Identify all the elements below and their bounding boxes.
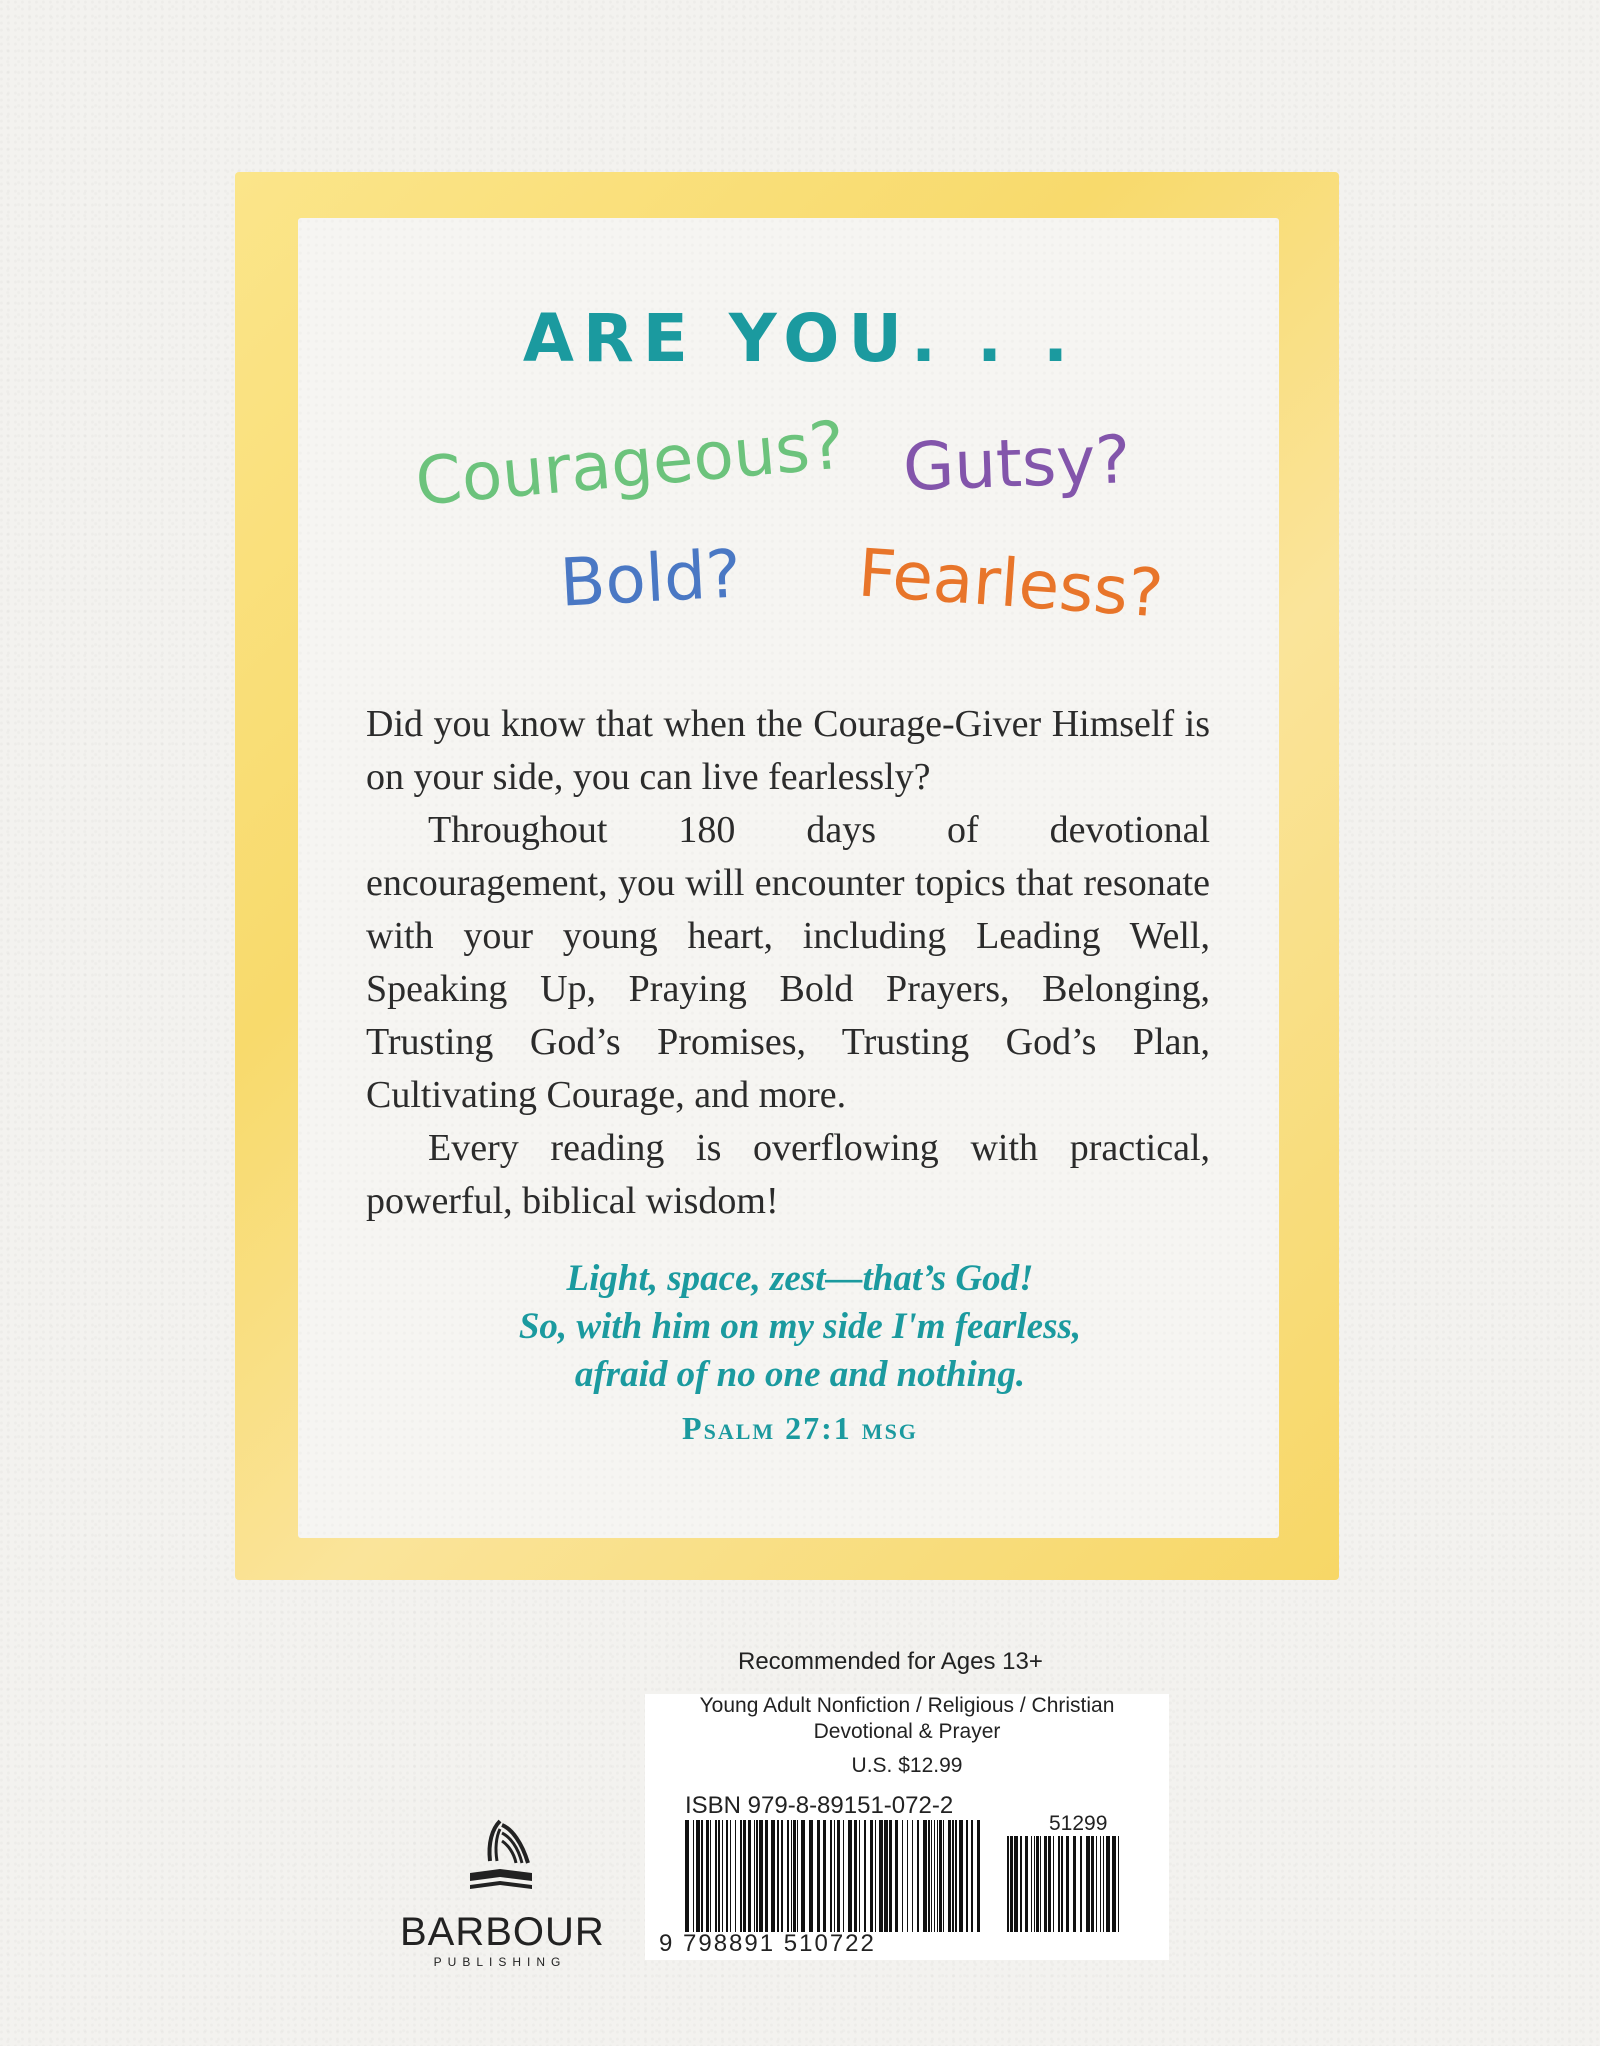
barcode-block [645, 1694, 1169, 1960]
category-line-1: Young Adult Nonfiction / Religious / Christian [699, 1694, 1115, 1717]
barcode-bar [1112, 1836, 1116, 1932]
barcode-bar [864, 1820, 866, 1932]
barcode-bar [955, 1820, 957, 1932]
barcode-bar [848, 1820, 852, 1932]
barcode-bar [693, 1820, 694, 1932]
barcode-bar [740, 1820, 742, 1932]
barcode-bar [939, 1820, 942, 1932]
barcode-bar [1048, 1836, 1051, 1932]
barcode-bar [1010, 1836, 1013, 1932]
price-barcode [1007, 1836, 1125, 1932]
barcode-bar [1080, 1836, 1082, 1932]
barcode-bar [837, 1820, 840, 1932]
barcode-bar [834, 1820, 835, 1932]
barcode-bar [937, 1820, 938, 1932]
barcode-bar [889, 1820, 892, 1932]
barcode-bar [1031, 1836, 1032, 1932]
price-code: 51299 [1049, 1812, 1108, 1835]
publisher-subtitle: PUBLISHING [433, 1955, 567, 1969]
scripture-citation: Psalm 27:1 msg [682, 1410, 918, 1446]
description-paragraph-1: Did you know that when the Courage-Giver Himself is on your side, you can live fearlessly? [366, 703, 1210, 798]
barcode-bar [797, 1820, 798, 1932]
barcode-bar [977, 1820, 980, 1932]
barcode-bar [907, 1820, 908, 1932]
barcode-bar [1025, 1836, 1028, 1932]
barcode-bar [1034, 1836, 1035, 1932]
barcode-bar [771, 1820, 775, 1932]
barcode-bar [696, 1820, 700, 1932]
barcode-bar [830, 1820, 832, 1932]
fearless-word: Fearless? [855, 534, 1166, 633]
barcode-bar [1061, 1836, 1063, 1932]
barcode-bar [781, 1820, 783, 1932]
barcode-bar [966, 1820, 968, 1932]
description-paragraph-3: Every reading is overflowing with practical, powerful, biblical wisdom! [366, 1127, 1210, 1222]
barcode-bar [701, 1820, 703, 1932]
quote-line-1: Light, space, zest—that’s God! [566, 1258, 1034, 1299]
barcode-bar [748, 1820, 751, 1932]
barcode-bar [895, 1820, 898, 1932]
category-line-2: Devotional & Prayer [813, 1720, 1001, 1743]
publisher-name: BARBOUR [400, 1910, 605, 1954]
barcode-digits: 9 798891 510722 [659, 1930, 876, 1957]
barcode-bar [1020, 1836, 1022, 1932]
isbn-text: ISBN 979-8-89151-072-2 [685, 1792, 954, 1819]
barcode-bar [706, 1820, 709, 1932]
barcode-bar [934, 1820, 935, 1932]
barcode-bar [1118, 1836, 1119, 1932]
barcode-bar [743, 1820, 746, 1932]
barcode-bar [1040, 1836, 1041, 1932]
barcode-bar [718, 1820, 720, 1932]
barcode-bar [735, 1820, 736, 1932]
age-recommendation: Recommended for Ages 13+ [738, 1648, 1043, 1675]
barcode-bar [823, 1820, 826, 1932]
barcode-bar [1096, 1836, 1097, 1932]
barcode-bar [801, 1820, 805, 1932]
scripture-quote [0, 1255, 1600, 1399]
barcode-bar [948, 1820, 951, 1932]
barcode-bar [971, 1820, 973, 1932]
gutsy-word: Gutsy? [901, 421, 1132, 506]
barcode-bar [685, 1820, 689, 1932]
bold-word: Bold? [558, 535, 743, 622]
barcode-bar [730, 1820, 731, 1932]
barcode-bar [959, 1820, 963, 1932]
barcode-bar [923, 1820, 927, 1932]
barcode-bar [952, 1820, 954, 1932]
barcode-bar [765, 1820, 768, 1932]
barcode-bar [870, 1820, 873, 1932]
barcode-bar [902, 1820, 903, 1932]
barcode-bar [756, 1820, 758, 1932]
barcode-bar [859, 1820, 860, 1932]
price: U.S. $12.99 [851, 1754, 963, 1777]
barcode-bar [787, 1820, 789, 1932]
barcode-bar [875, 1820, 876, 1932]
barcode-bar [1103, 1836, 1104, 1932]
barcode-bar [928, 1820, 930, 1932]
barcode-bar [715, 1820, 717, 1932]
barcode-bar [843, 1820, 844, 1932]
barcode-bar [1007, 1836, 1009, 1932]
barcode-bar [917, 1820, 919, 1932]
barcode-bar [777, 1820, 779, 1932]
barcode-bar [1036, 1836, 1039, 1932]
isbn-barcode [685, 1820, 985, 1932]
barcode-bar [884, 1820, 888, 1932]
barcode-bar [931, 1820, 932, 1932]
barcode-bar [1058, 1836, 1060, 1932]
barcode-bar [791, 1820, 792, 1932]
description-paragraph-2: Throughout 180 days of devotional encouragement, you will encounter topics that resonate with your young heart, including Leading Well, Speaking Up, Praying Bold Prayers, Belonging, Trusting God’s Promises, Trusting God’s Plan, Cultivating Courage, and more. [366, 809, 1210, 1116]
barcode-bar [793, 1820, 796, 1932]
barcode-bar [1091, 1836, 1094, 1932]
barcode-bar [1086, 1836, 1090, 1932]
barcode-bar [1053, 1836, 1054, 1932]
quote-line-3: afraid of no one and nothing. [574, 1354, 1026, 1395]
courageous-word: Courageous? [412, 406, 848, 521]
quote-line-2: So, with him on my side I'm fearless, [518, 1306, 1082, 1347]
barcode-bar [943, 1820, 944, 1932]
are-you-heading: ARE YOU. . . [522, 300, 1078, 377]
open-book-logo-icon [462, 1815, 538, 1901]
barcode-bar [1014, 1836, 1018, 1932]
barcode-bar [1100, 1836, 1101, 1932]
barcode-bar [754, 1820, 755, 1932]
barcode-bar [817, 1820, 820, 1932]
barcode-bar [1044, 1836, 1047, 1932]
barcode-bar [1066, 1836, 1069, 1932]
barcode-bar [854, 1820, 857, 1932]
barcode-bar [710, 1820, 711, 1932]
publisher-logo [400, 1815, 605, 1975]
barcode-bar [1106, 1836, 1110, 1932]
barcode-bar [912, 1820, 913, 1932]
barcode-bar [1073, 1836, 1076, 1932]
barcode-bar [809, 1820, 813, 1932]
barcode-bar [722, 1820, 723, 1932]
barcode-bar [879, 1820, 883, 1932]
description [366, 698, 1210, 1228]
barcode-bar [726, 1820, 728, 1932]
barcode-bar [759, 1820, 763, 1932]
